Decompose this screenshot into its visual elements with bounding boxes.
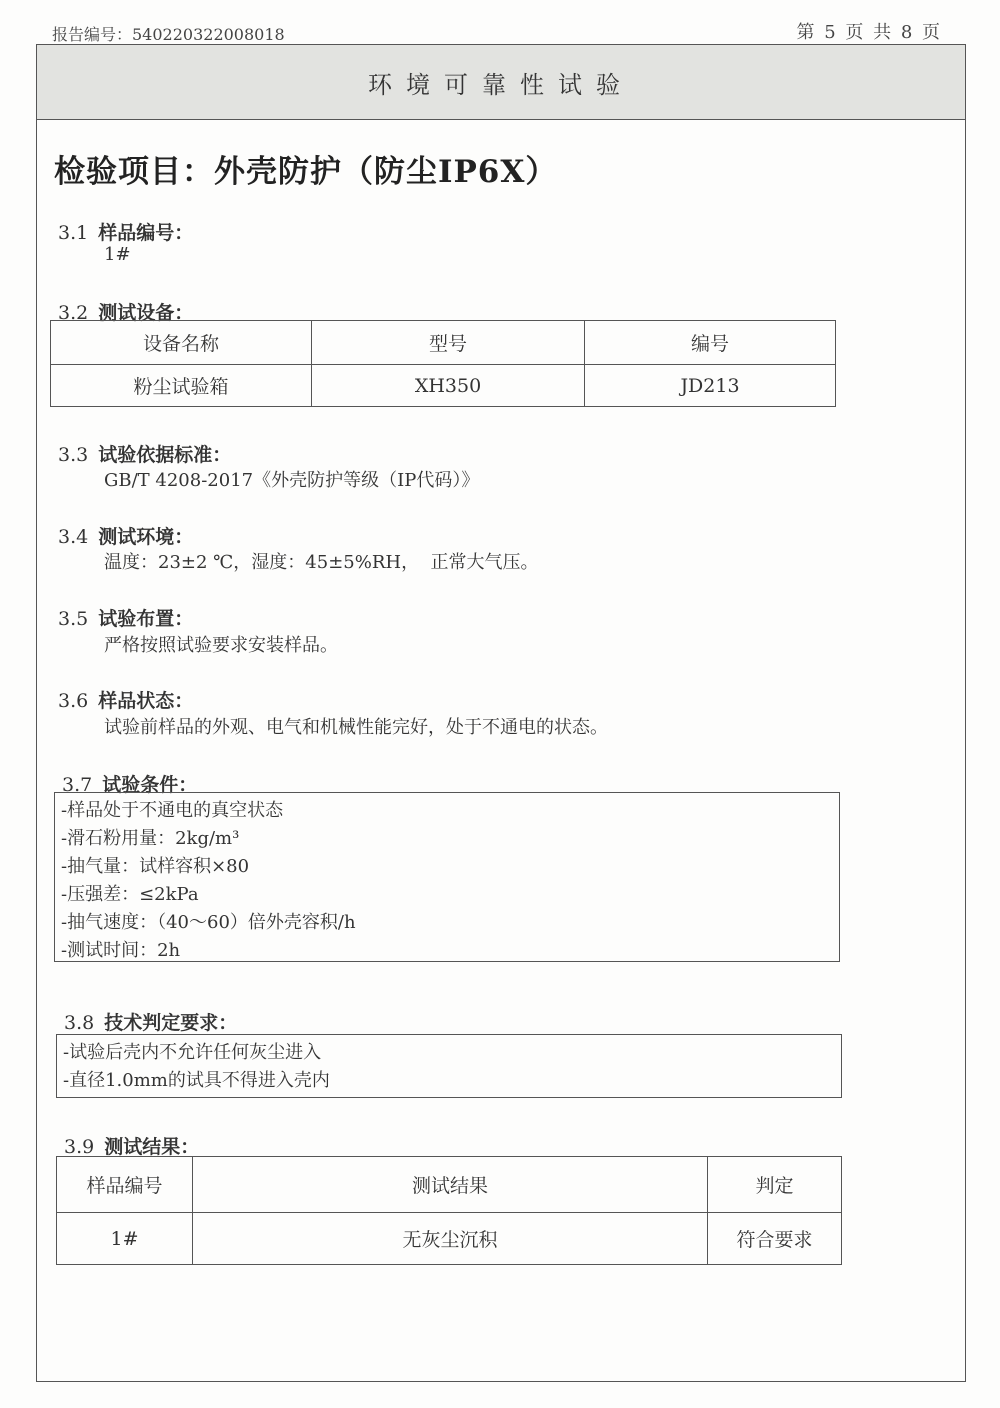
- table-header-row: [57, 1157, 842, 1213]
- section-3-2-heading: 3.2 测试设备：: [58, 302, 194, 324]
- section-3-7-heading: 3.7 试验条件：: [62, 774, 198, 796]
- section-3-9-heading: 3.9 测试结果：: [64, 1136, 200, 1158]
- section-3-6-heading: 3.6 样品状态：: [58, 690, 194, 712]
- header-cell: 样品编号: [57, 1157, 193, 1213]
- table-cell: JD213: [585, 365, 836, 407]
- section-3-3-heading: 3.3 试验依据标准：: [58, 444, 232, 466]
- header-cell: 型号: [312, 321, 585, 365]
- judgment-requirements-box: [56, 1034, 842, 1098]
- results-table: [56, 1156, 842, 1265]
- table-cell: XH350: [312, 365, 585, 407]
- banner-title: 环境可靠性试验: [368, 70, 634, 99]
- report-number: 报告编号：540220322008018: [52, 25, 285, 44]
- header-cell: 编号: [585, 321, 836, 365]
- condition-line: -压强差：≤2kPa: [61, 884, 199, 905]
- environment-value: 温度：23±2 ℃，湿度：45±5%RH， 正常大气压。: [104, 552, 539, 573]
- page-title: 检验项目：外壳防护（防尘IP6X）: [54, 154, 558, 190]
- table-cell: 无灰尘沉积: [193, 1213, 708, 1265]
- header-cell: 测试结果: [193, 1157, 708, 1213]
- arrangement-value: 严格按照试验要求安装样品。: [104, 635, 338, 656]
- condition-line: -滑石粉用量：2kg/m³: [61, 828, 240, 849]
- requirement-line: -试验后壳内不允许任何灰尘进入: [63, 1042, 322, 1063]
- header-cell: 判定: [708, 1157, 842, 1213]
- table-cell: 1#: [57, 1213, 193, 1265]
- section-3-4-heading: 3.4 测试环境：: [58, 526, 194, 548]
- table-row: [51, 365, 836, 407]
- standard-value: GB/T 4208-2017《外壳防护等级（IP代码）》: [104, 470, 480, 491]
- sample-state-value: 试验前样品的外观、电气和机械性能完好，处于不通电的状态。: [104, 717, 608, 738]
- section-banner: [37, 45, 965, 120]
- page-indicator: 第 5 页 共 8 页: [796, 22, 942, 43]
- test-conditions-box: [54, 792, 840, 962]
- equipment-table: [50, 320, 836, 407]
- table-cell: 符合要求: [708, 1213, 842, 1265]
- header-cell: 设备名称: [51, 321, 312, 365]
- section-3-1-heading: 3.1 样品编号：: [58, 222, 194, 244]
- condition-line: -测试时间：2h: [61, 940, 181, 961]
- sample-number-value: 1#: [104, 244, 131, 265]
- section-3-5-heading: 3.5 试验布置：: [58, 608, 194, 630]
- condition-line: -抽气量：试样容积×80: [61, 856, 250, 877]
- section-3-8-heading: 3.8 技术判定要求：: [64, 1012, 238, 1034]
- table-header-row: [51, 321, 836, 365]
- requirement-line: -直径1.0mm的试具不得进入壳内: [63, 1070, 330, 1091]
- table-row: [57, 1213, 842, 1265]
- condition-line: -抽气速度：（40～60）倍外壳容积/h: [61, 912, 356, 933]
- condition-line: -样品处于不通电的真空状态: [61, 800, 284, 821]
- table-cell: 粉尘试验箱: [51, 365, 312, 407]
